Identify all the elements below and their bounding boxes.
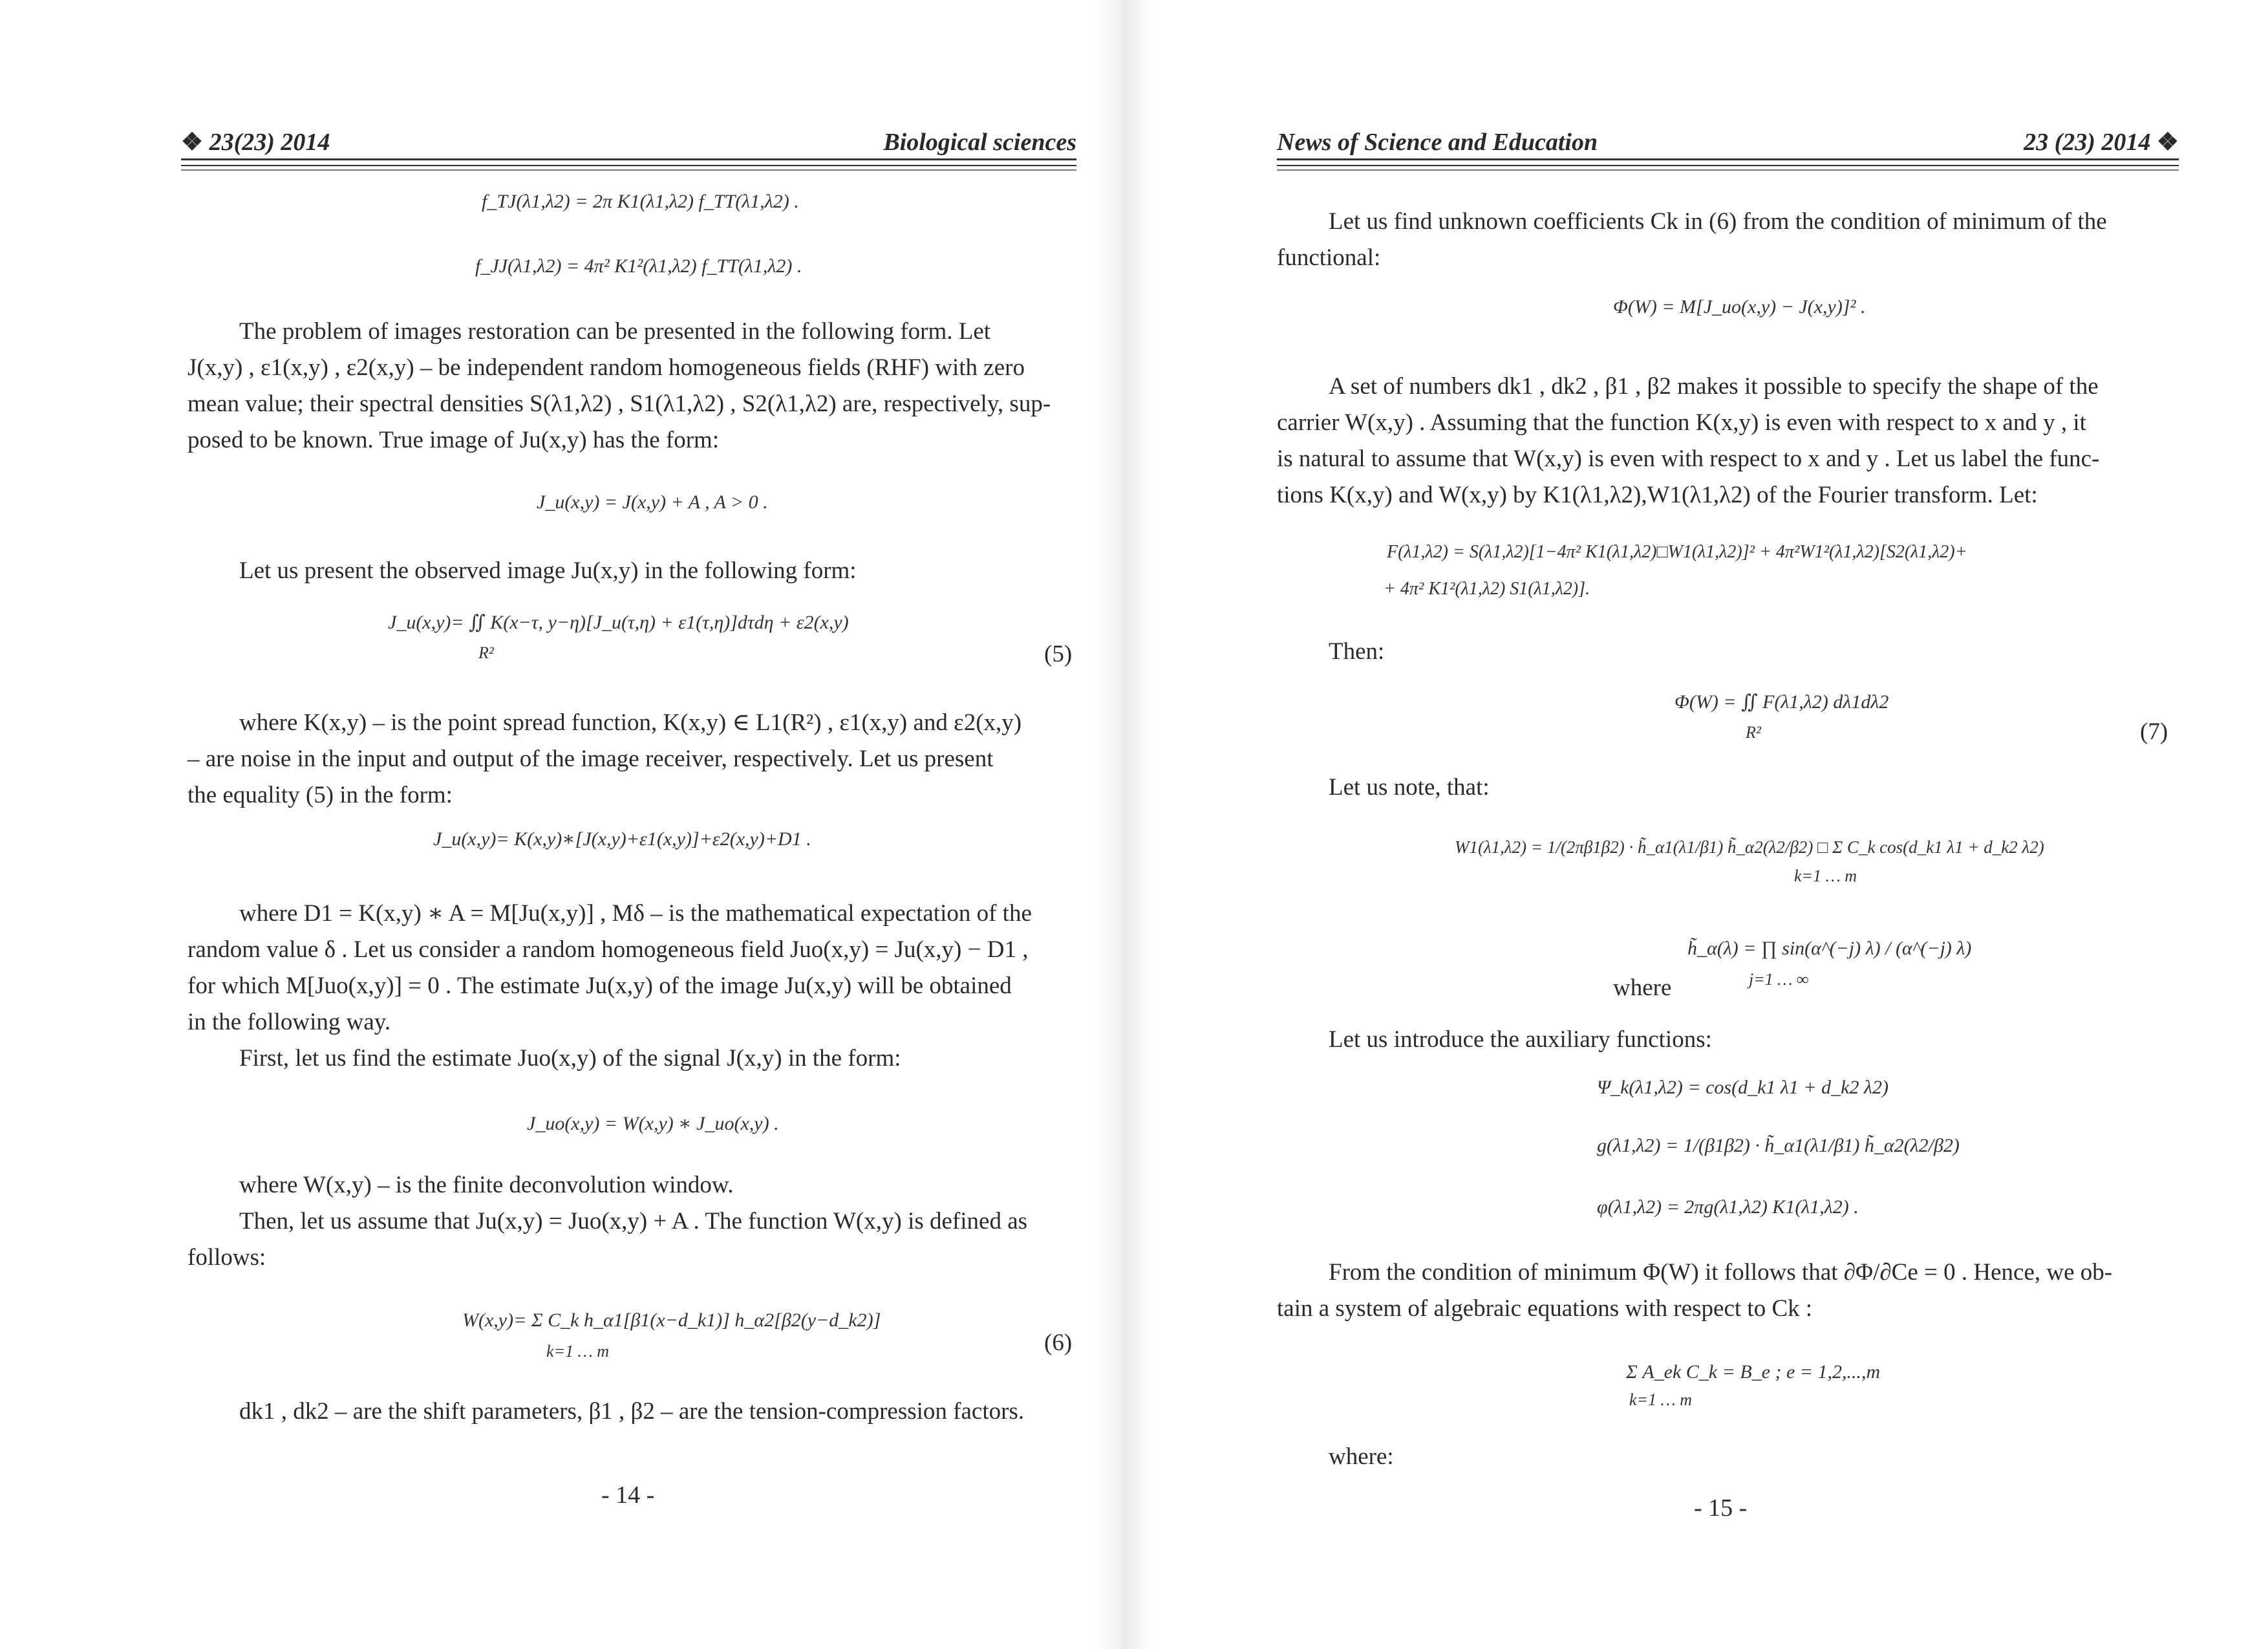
equation-h-alpha: h̃_α(λ) = ∏ sin(α^(−j) λ) / (α^(−j) λ) bbox=[1687, 938, 1972, 959]
text-line: tions K(x,y) and W(x,y) by K1(λ1,λ2),W1(λ1,λ2) of the Fourier transform. Let: bbox=[1277, 482, 2038, 508]
header-rule bbox=[181, 158, 1076, 160]
text-line: The problem of images restoration can be presented in the following form. Let bbox=[239, 318, 991, 345]
text-line: J(x,y) , ε1(x,y) , ε2(x,y) – be independent random homogeneous fields (RHF) with zero bbox=[187, 354, 1025, 381]
text-line: A set of numbers dk1 , dk2 , β1 , β2 makes it possible to specify the shape of the bbox=[1329, 373, 2099, 400]
paragraph-set-of-numbers bbox=[1277, 369, 2179, 513]
text-line: follows: bbox=[187, 1244, 266, 1271]
equation-observed-domain: R² bbox=[478, 643, 494, 662]
paragraph-expectation bbox=[187, 896, 1076, 1077]
text-line: where: bbox=[1329, 1443, 1394, 1470]
text-line: Let us find unknown coefficients Ck in (6) from the condition of minimum of the bbox=[1329, 208, 2107, 235]
text-line: for which M[Juo(x,y)] = 0 . The estimate Ju(x,y) of the image Ju(x,y) will be obtained bbox=[187, 973, 1012, 999]
text-where bbox=[1613, 970, 1742, 1006]
equation-phi-domain: R² bbox=[1746, 723, 1761, 742]
text-line: Let us introduce the auxiliary functions: bbox=[1329, 1026, 1712, 1053]
header-rule bbox=[1277, 169, 2179, 171]
equation-number-6: (6) bbox=[1044, 1330, 1073, 1356]
left-header-issue: ❖ 23(23) 2014 bbox=[181, 129, 330, 156]
text-where-final bbox=[1329, 1439, 1587, 1475]
text-line: where K(x,y) – is the point spread function, K(x,y) ∈ L1(R²) , ε1(x,y) and ε2(x,y) bbox=[239, 709, 1022, 736]
text-line: in the following way. bbox=[187, 1009, 391, 1035]
left-page-header bbox=[181, 122, 1076, 160]
paragraph-auxiliary bbox=[1329, 1022, 2104, 1058]
paragraph-unknown-coefficients bbox=[1277, 204, 2179, 276]
right-page-header bbox=[1277, 122, 2179, 160]
text-line: posed to be known. True image of Ju(x,y) has the form: bbox=[187, 427, 720, 453]
paragraph-note bbox=[1329, 770, 1846, 806]
page-number-left: - 14 - bbox=[601, 1482, 655, 1509]
paragraph-then bbox=[1329, 634, 1717, 670]
paragraph-minimum-condition bbox=[1277, 1255, 2179, 1327]
text-line: mean value; their spectral densities S(λ1,λ2) , S1(λ1,λ2) , S2(λ1,λ2) are, respectively, sup- bbox=[187, 391, 1051, 417]
book-gutter bbox=[1093, 0, 1151, 1649]
text-line: where W(x,y) – is the finite deconvolution window. bbox=[239, 1172, 734, 1198]
equation-functional: Φ(W) = M[J_uo(x,y) − J(x,y)]² . bbox=[1613, 296, 1866, 318]
equation-number-5: (5) bbox=[1044, 641, 1073, 667]
text-line: is natural to assume that W(x,y) is even with respect to x and y . Let us label the func- bbox=[1277, 446, 2100, 472]
equation-F-line1: F(λ1,λ2) = S(λ1,λ2)[1−4π² K1(λ1,λ2)□W1(λ1,λ2)]² + 4π²W1²(λ1,λ2)[S2(λ1,λ2)+ bbox=[1387, 542, 1967, 562]
equation-phi-integral: Φ(W) = ∬ F(λ1,λ2) dλ1dλ2 bbox=[1674, 691, 1889, 713]
text-line: Let us present the observed image Ju(x,y) in the following form: bbox=[239, 557, 857, 584]
right-header-journal: News of Science and Education bbox=[1277, 129, 1598, 156]
paragraph-window bbox=[187, 1167, 1076, 1276]
right-page bbox=[1144, 0, 2268, 1649]
text-line: tain a system of algebraic equations with respect to Ck : bbox=[1277, 1295, 1813, 1322]
text-line: Let us note, that: bbox=[1329, 774, 1490, 801]
text-line: random value δ . Let us consider a random homogeneous field Juo(x,y) = Ju(x,y) − D1 , bbox=[187, 936, 1029, 963]
equation-observed: J_u(x,y)= ∬ K(x−τ, y−η)[J_u(τ,η) + ε1(τ,η)]dτdη + ε2(x,y) bbox=[388, 612, 849, 633]
diamond-ornament-icon: ❖ bbox=[2156, 129, 2179, 156]
text-line: From the condition of minimum Φ(W) it follows that ∂Φ/∂Ce = 0 . Hence, we ob- bbox=[1329, 1259, 2113, 1286]
equation-g: g(λ1,λ2) = 1/(β1β2) · h̃_α1(λ1/β1) h̃_α2(λ2/β2) bbox=[1597, 1135, 1960, 1156]
paragraph-problem bbox=[187, 314, 1076, 458]
header-rule bbox=[181, 169, 1076, 171]
text-line: functional: bbox=[1277, 244, 1381, 271]
text-line: where D1 = K(x,y) ∗ A = M[Ju(x,y)] , Mδ – is the mathematical expectation of the bbox=[239, 900, 1032, 927]
equation-F-line2: + 4π² K1²(λ1,λ2) S1(λ1,λ2)]. bbox=[1384, 579, 1590, 599]
text-line: First, let us find the estimate Juo(x,y) of the signal J(x,y) in the form: bbox=[239, 1045, 901, 1072]
equation-W1-limits: k=1 … m bbox=[1794, 867, 1857, 885]
paragraph-observed bbox=[187, 553, 1076, 589]
paragraph-point-spread bbox=[187, 705, 1076, 814]
left-page bbox=[0, 0, 1099, 1649]
text-line: the equality (5) in the form: bbox=[187, 782, 453, 808]
diamond-ornament-icon: ❖ bbox=[181, 129, 204, 156]
header-rule bbox=[1277, 165, 2179, 166]
text-line: where bbox=[1613, 975, 1672, 1001]
equation-psi: Ψ_k(λ1,λ2) = cos(d_k1 λ1 + d_k2 λ2) bbox=[1597, 1077, 1888, 1098]
equation-f-tj: f_TJ(λ1,λ2) = 2π K1(λ1,λ2) f_TT(λ1,λ2) . bbox=[482, 191, 799, 212]
left-header-section: Biological sciences bbox=[883, 129, 1076, 156]
text-line: – are noise in the input and output of the image receiver, respectively. Let us present bbox=[187, 746, 994, 772]
equation-true-image: J_u(x,y) = J(x,y) + A , A > 0 . bbox=[537, 491, 768, 513]
equation-system-limits: k=1 … m bbox=[1629, 1390, 1692, 1409]
equation-number-7: (7) bbox=[2140, 718, 2168, 745]
equation-W1: W1(λ1,λ2) = 1/(2πβ1β2) · h̃_α1(λ1/β1) h̃_α2(λ2/β2) □ Σ C_k cos(d_k1 λ1 + d_k2 λ2) bbox=[1455, 837, 2044, 857]
equation-h-alpha-limits: j=1 … ∞ bbox=[1749, 970, 1809, 989]
text-line: carrier W(x,y) . Assuming that the function K(x,y) is even with respect to x and y , it bbox=[1277, 409, 2086, 436]
equation-window: W(x,y)= Σ C_k h_α1[β1(x−d_k1)] h_α2[β2(y−d_k2)] bbox=[462, 1310, 881, 1331]
text-line: dk1 , dk2 – are the shift parameters, β1 , β2 – are the tension-compression factors. bbox=[239, 1398, 1025, 1425]
header-rule bbox=[1277, 158, 2179, 160]
equation-system: Σ A_ek C_k = B_e ; e = 1,2,...,m bbox=[1626, 1361, 1881, 1383]
equation-convolution: J_u(x,y)= K(x,y)∗[J(x,y)+ε1(x,y)]+ε2(x,y)+D1 . bbox=[433, 828, 811, 850]
equation-estimate: J_uo(x,y) = W(x,y) ∗ J_uo(x,y) . bbox=[527, 1113, 779, 1134]
right-header-issue: 23 (23) 2014 ❖ bbox=[2024, 129, 2179, 156]
text-line: Then, let us assume that Ju(x,y) = Juo(x,y) + A . The function W(x,y) is defined as bbox=[239, 1208, 1028, 1234]
equation-window-limits: k=1 … m bbox=[546, 1342, 609, 1361]
equation-phi: φ(λ1,λ2) = 2πg(λ1,λ2) K1(λ1,λ2) . bbox=[1597, 1196, 1859, 1218]
equation-f-jj: f_JJ(λ1,λ2) = 4π² K1²(λ1,λ2) f_TT(λ1,λ2) . bbox=[475, 255, 802, 277]
paragraph-shift bbox=[187, 1394, 1076, 1430]
page-number-right: - 15 - bbox=[1694, 1494, 1748, 1522]
header-rule bbox=[181, 165, 1076, 166]
text-line: Then: bbox=[1329, 638, 1385, 665]
